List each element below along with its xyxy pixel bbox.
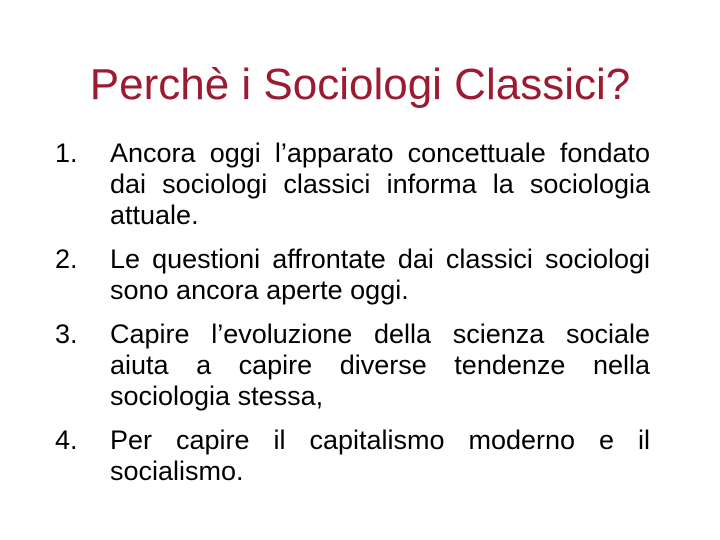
list-item [55, 425, 650, 487]
list-item [55, 138, 650, 231]
list-item [55, 244, 650, 306]
list-item-text: Per capire il capitalismo moderno e il socialismo. [110, 425, 650, 486]
list-item-number: 1. [55, 138, 78, 168]
list-item [55, 319, 650, 412]
list-item-number: 2. [55, 244, 78, 274]
list-item-number: 3. [55, 319, 78, 349]
list-item-text: Le questioni affrontate dai classici sociologi sono ancora aperte oggi. [110, 244, 650, 305]
list-item-text: Ancora oggi l’apparato concettuale fondato dai sociologi classici informa la sociologia attuale. [110, 138, 650, 230]
numbered-list [55, 138, 650, 487]
slide-title: Perchè i Sociologi Classici? [89, 60, 631, 109]
list-item-number: 4. [55, 425, 78, 455]
list-item-text: Capire l’evoluzione della scienza sociale aiuta a capire diverse tendenze nella sociologia stessa, [110, 319, 650, 411]
